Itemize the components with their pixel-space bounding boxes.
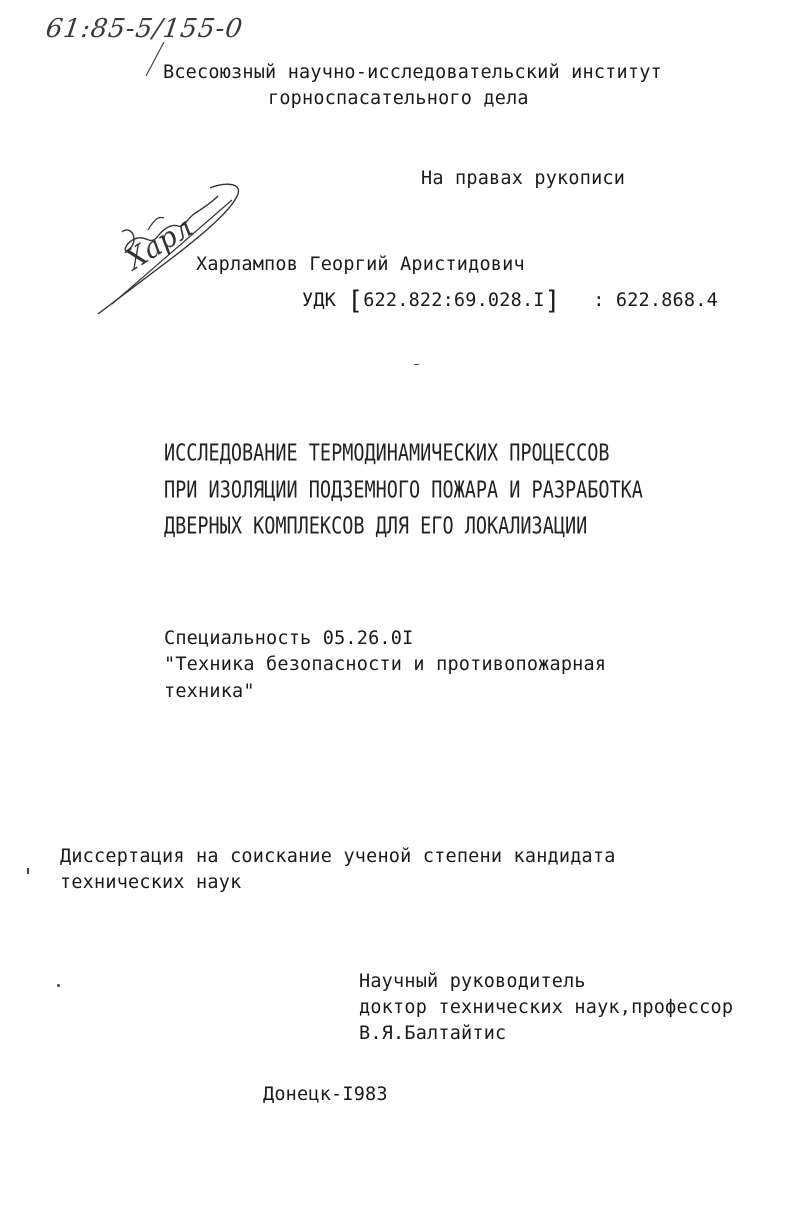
margin-tick xyxy=(27,868,29,874)
udk-line xyxy=(302,288,718,314)
udk-code-2: : 622.868.4 xyxy=(593,290,718,311)
thesis-title-line-2: ПРИ ИЗОЛЯЦИИ ПОДЗЕМНОГО ПОЖАРА И РАЗРАБОТКА xyxy=(164,477,643,504)
signature-text: Харл xyxy=(119,210,199,277)
supervisor-title: Научный руководитель xyxy=(359,971,586,992)
institute-line-2: горноспасательного дела xyxy=(268,88,529,109)
degree-line-1: Диссертация на соискание ученой степени кандидата xyxy=(60,846,616,867)
rights-note: На правах рукописи xyxy=(421,168,626,189)
specialty-code: Специальность 05.26.0I xyxy=(164,628,414,649)
udk-close-bracket: ] xyxy=(544,286,561,316)
thesis-title-line-1: ИССЛЕДОВАНИЕ ТЕРМОДИНАМИЧЕСКИХ ПРОЦЕССОВ xyxy=(164,440,610,467)
supervisor-degree: доктор технических наук,профессор xyxy=(359,997,734,1018)
specialty-name-line-2: техника" xyxy=(164,681,255,702)
author-name: Харлампов Георгий Аристидович xyxy=(196,254,525,275)
archive-number: 61:85-5/155-0 xyxy=(43,14,246,44)
specialty-name-line-1: "Техника безопасности и противопожарная xyxy=(164,654,607,675)
thesis-title-line-3: ДВЕРНЫХ КОМПЛЕКСОВ ДЛЯ ЕГО ЛОКАЛИЗАЦИИ xyxy=(164,513,588,540)
place-year: Донецк-I983 xyxy=(263,1084,388,1105)
udk-code-1: 622.822:69.028.I xyxy=(363,290,545,311)
udk-open-bracket: [ xyxy=(347,286,364,316)
degree-line-2: технических наук xyxy=(60,872,242,893)
udk-prefix: УДК xyxy=(302,290,337,311)
supervisor-name: В.Я.Балтайтис xyxy=(359,1023,507,1044)
stray-mark xyxy=(414,364,419,365)
institute-line-1: Всесоюзный научно-исследовательский институт xyxy=(163,62,662,83)
margin-dot xyxy=(57,984,60,987)
author-signature-icon xyxy=(92,180,252,320)
